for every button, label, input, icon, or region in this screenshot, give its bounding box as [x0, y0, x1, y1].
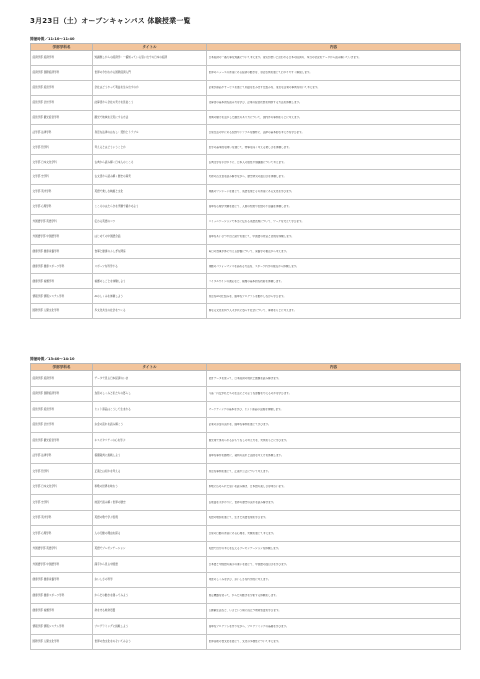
title-cell: 英語でプレゼンテーション [93, 541, 207, 557]
dept-cell: 経営学部 観光経営学科 [31, 433, 93, 449]
content-text: 運動のパフォーマンスを高める方法を、スポーツ科学の視点から体験します。 [208, 264, 299, 268]
title-cell: 古文書から読み解く歴史の真実 [93, 170, 207, 185]
content-cell [207, 244, 461, 259]
dept-cell: 外国語学部 英語学科 [31, 541, 93, 557]
table-row [31, 464, 461, 480]
table-row [31, 433, 461, 449]
content-text: 簡単なプログラムを作りながら、プログラミングの基礎を学びます。 [208, 624, 289, 628]
table-row [31, 289, 461, 304]
title-cell: 漢字から見る中国語 [93, 557, 207, 573]
title-cell: 英語の歌で学ぶ表現 [93, 510, 207, 526]
table-row [31, 199, 461, 214]
table-row [31, 572, 461, 588]
header-content: 内容 [207, 44, 461, 51]
table-row [31, 634, 461, 650]
dept-cell: 経営学部 経営学科 [31, 402, 93, 418]
dept-cell: 文学部 日本文化学科 [31, 155, 93, 170]
title-cell: プログラミングに挑戦しよう [93, 619, 207, 635]
table-row [31, 110, 461, 125]
dept-cell: 経営学部 経営学科 [31, 80, 93, 95]
table-row [31, 170, 461, 185]
dept-cell: 健康学部 健康栄養学科 [31, 244, 93, 259]
title-cell: 模擬裁判に挑戦しよう [93, 448, 207, 464]
table-row [31, 259, 461, 274]
content-text: 身近な事例を通じて、正義や公正について考えます。 [208, 469, 271, 473]
content-cell [207, 289, 461, 304]
content-cell [207, 229, 461, 244]
dept-cell: 文学部 哲学科 [31, 140, 93, 155]
dept-cell: 国際学部 人間文化学科 [31, 634, 93, 650]
content-text: バイタルサインの測定など、看護の基本的な技術を体験します。 [208, 279, 284, 283]
content-cell [207, 110, 461, 125]
title-cell: 命を守る救命処置 [93, 603, 207, 619]
dept-cell: 経営学部 会計学科 [31, 417, 93, 433]
table-row [31, 603, 461, 619]
content-text: 古典文学を手がかりに、日本人の感性や価値観について考えます。 [208, 160, 287, 164]
content-text: 企業が商品やサービスを通じて利益を生み出す仕組みを、身近な企業の事例を用いて考えます。 [208, 86, 320, 90]
title-cell: 古典から読み解く日本人のこころ [93, 155, 207, 170]
dept-cell: 外国語学部 中国語学科 [31, 557, 93, 573]
content-cell [207, 386, 461, 402]
dept-cell: 情報学部 情報システム学科 [31, 289, 93, 304]
content-cell [207, 495, 461, 511]
content-cell [207, 65, 461, 80]
table-row [31, 386, 461, 402]
title-cell: 世界の食文化をのぞいてみよう [93, 634, 207, 650]
content-text: 地域の魅力を活かした観光のあり方について、国内外の事例をもとに考えます。 [208, 115, 302, 119]
header-dept: 学部学科名 [31, 364, 93, 371]
session-label: 開催時間／13:40〜14:10 [30, 357, 75, 361]
title-cell: 世界の今がわかる国際経済入門 [93, 65, 207, 80]
title-cell: ヒット商品はこうして生まれる [93, 402, 207, 418]
content-cell [207, 304, 461, 319]
dept-cell: 文学部 史学科 [31, 170, 93, 185]
table-row [31, 588, 461, 604]
content-cell [207, 274, 461, 289]
table-row [31, 619, 461, 635]
title-cell: 看護のしごとを体験しよう [93, 274, 207, 289]
table-row [31, 214, 461, 229]
dept-cell: 外国語学部 中国語学科 [31, 229, 93, 244]
table-row [31, 244, 461, 259]
table-row [31, 185, 461, 200]
dept-cell: 経済学部 経済学科 [31, 371, 93, 387]
table-row [31, 65, 461, 80]
content-cell [207, 541, 461, 557]
content-cell [207, 526, 461, 542]
title-cell: 観光で地域を元気にする方法 [93, 110, 207, 125]
content-text: 観光業で求められるおもてなしの考え方を、実例をもとに学びます。 [208, 438, 289, 442]
content-text: 世界のニュースの背景にある経済の動きを、身近な例を通じてわかりやすく解説します。 [208, 71, 312, 75]
table-row [31, 510, 461, 526]
content-cell [207, 125, 461, 140]
table-row [31, 479, 461, 495]
dept-cell: 健康学部 健康栄養学科 [31, 572, 93, 588]
dept-cell: 法学部 法律学科 [31, 448, 93, 464]
table-row [31, 125, 461, 140]
title-cell: はじめての中国語会話 [93, 229, 207, 244]
content-cell [207, 199, 461, 214]
content-text: 心肺蘇生法など、いざという時に役立つ救命処置を学びます。 [208, 609, 281, 613]
content-cell [207, 634, 461, 650]
content-text: 決算書の基本的な読み方を学び、企業の経営状態を判断する方法を体験します。 [208, 100, 302, 104]
session-section-1 [30, 37, 460, 319]
content-cell [207, 588, 461, 604]
content-text: 統計データを使って、日本経済の現状と課題を読み解きます。 [208, 376, 281, 380]
content-text: 古地図を手がかりに、世界の歴史の流れを読み解きます。 [208, 500, 276, 504]
title-cell: 食事と健康のふしぎな関係 [93, 244, 207, 259]
title-cell: 正義とは何かを考える [93, 464, 207, 480]
title-cell: 地図で読み解く世界の歴史 [93, 495, 207, 511]
table-row [31, 448, 461, 464]
content-cell [207, 510, 461, 526]
title-cell: 英語で楽しむ映画と文化 [93, 185, 207, 200]
content-text: 映画のワンシーンを通じて、英語表現とその背景にある文化を学びます。 [208, 190, 294, 194]
title-cell: 決算書から会社の実力を見抜こう [93, 95, 207, 110]
table-row [31, 274, 461, 289]
content-text: 企業のお金の流れを、簡単な事例を通じて学びます。 [208, 423, 271, 427]
dept-cell: 文学部 英米学科 [31, 185, 93, 200]
content-text: 英語の歌詞を通じて、生きた英語表現を学びます。 [208, 516, 268, 520]
content-cell [207, 140, 461, 155]
content-text: 異なる文化を持つ人々が共に暮らす社会について、事例をもとに考えます。 [208, 309, 297, 313]
content-cell [207, 448, 461, 464]
content-text: 日常生活の中にある契約やトラブルを題材に、法律の基本的な考え方を学びます。 [208, 130, 305, 134]
dept-cell: 文学部 心理学科 [31, 526, 93, 542]
title-cell: 身近な法律のはなし：契約とトラブル [93, 125, 207, 140]
dept-cell: 法学部 法律学科 [31, 125, 93, 140]
dept-cell: 外国語学部 英語学科 [31, 214, 93, 229]
table-row [31, 51, 461, 66]
dept-cell: 国際学部 人間文化学科 [31, 304, 93, 319]
content-cell [207, 557, 461, 573]
dept-cell: 文学部 心理学科 [31, 199, 93, 214]
title-cell: 多文化共生の社会をつくる [93, 304, 207, 319]
content-text: 英語で自分の考えを伝えるプレゼンテーションを体験します。 [208, 547, 281, 551]
title-cell: からだの動きを測ってみよう [93, 588, 207, 604]
table-row [31, 95, 461, 110]
content-cell [207, 214, 461, 229]
dept-cell: 経済学部 国際経済学科 [31, 65, 93, 80]
content-cell [207, 80, 461, 95]
content-cell [207, 619, 461, 635]
content-text: 簡単な心理学実験を通じて、人間の知覚や記憶の不思議を体験します。 [208, 205, 292, 209]
title-cell: スポーツを科学する [93, 259, 207, 274]
table-row [31, 417, 461, 433]
content-cell [207, 170, 461, 185]
content-cell [207, 259, 461, 274]
content-cell [207, 185, 461, 200]
content-cell [207, 155, 461, 170]
title-cell: 知識無しからの経済学：一番知っている思い出での日本の経済 [93, 51, 207, 66]
content-cell [207, 433, 461, 449]
content-cell [207, 417, 461, 433]
session-table-body [31, 51, 461, 319]
title-cell: お金の流れを読み解こう [93, 417, 207, 433]
table-row [31, 402, 461, 418]
table-row [31, 541, 461, 557]
dept-cell: 経済学部 経済学科 [31, 51, 93, 66]
content-text: 日本経済の一番大事な知識について考えます。景気が悪いと言われる日本の経済の、本当の状況をデータから読み解いていきます。 [208, 56, 361, 60]
title-cell: 伝わる英語のコツ [93, 214, 207, 229]
content-text: 哲学の基本的な問いを通じて、物事を深く考える楽しさを体験します。 [208, 145, 292, 149]
table-row [31, 557, 461, 573]
session-table [30, 363, 461, 650]
dept-cell: 健康学部 健康スポーツ学科 [31, 259, 93, 274]
title-cell: おいしさの科学 [93, 572, 207, 588]
content-text: 身近なAIの仕組みを、簡単なプログラムを動かしながら学びます。 [208, 294, 287, 298]
content-cell [207, 603, 461, 619]
table-row [31, 140, 461, 155]
title-cell: 人の行動の理由を探る [93, 526, 207, 542]
table-row [31, 80, 461, 95]
session-table [30, 43, 461, 319]
content-cell [207, 479, 461, 495]
content-text: 和歌に込められた思いを読み解き、日本語の美しさを味わいます。 [208, 485, 287, 489]
title-cell: 和歌の世界を味わう [93, 479, 207, 495]
content-text: 測定機器を使って、からだの動きを分析する体験をします。 [208, 593, 279, 597]
header-title: タイトル [93, 44, 207, 51]
content-cell [207, 402, 461, 418]
table-row [31, 495, 461, 511]
content-cell [207, 51, 461, 66]
content-text: 味覚のしくみを学び、おいしさを科学的に考えます。 [208, 578, 271, 582]
dept-cell: 文学部 英米学科 [31, 510, 93, 526]
header-dept: 学部学科名 [31, 44, 93, 51]
content-text: 実際の古文書を読み解きながら、歴史研究の面白さを体験します。 [208, 175, 287, 179]
dept-cell: 文学部 日本文化学科 [31, 479, 93, 495]
content-cell [207, 572, 461, 588]
session-section-2 [30, 357, 460, 650]
content-text: 世界各地の食文化を通じて、文化の多様性について考えます。 [208, 640, 281, 644]
title-cell: 為替のしくみと私たちの暮らし [93, 386, 207, 402]
dept-cell: 文学部 哲学科 [31, 464, 93, 480]
table-row [31, 304, 461, 319]
content-text: 日本語と中国語の漢字の違いを通じて、中国語の面白さを学びます。 [208, 562, 289, 566]
session-table-body [31, 371, 461, 650]
content-text: 日常の行動の背景にある心理を、実験を通じて考えます。 [208, 531, 276, 535]
dept-cell: 経営学部 観光経営学科 [31, 110, 93, 125]
content-text: 円高・円安が私たちの生活にどのような影響を与えるのかを学びます。 [208, 392, 292, 396]
header-content: 内容 [207, 364, 461, 371]
title-cell: AIのしくみを体験しよう [93, 289, 207, 304]
table-row [31, 371, 461, 387]
content-text: コミュニケーションで本当に伝わる英語表現について、ワークを交えて学びます。 [208, 220, 305, 224]
content-text: 簡単な事件を題材に、裁判の流れと法的な考え方を体験します。 [208, 454, 284, 458]
dept-cell: 文学部 史学科 [31, 495, 93, 511]
table-row [31, 155, 461, 170]
session-label: 開催時間／11:10〜11:40 [30, 37, 75, 41]
dept-cell: 健康学部 看護学科 [31, 603, 93, 619]
dept-cell: 経済学部 国際経済学科 [31, 386, 93, 402]
dept-cell: 情報学部 情報システム学科 [31, 619, 93, 635]
content-text: 簡単なあいさつや自己紹介を通じて、中国語の発音と表現を体験します。 [208, 234, 294, 238]
header-title: タイトル [93, 364, 207, 371]
content-text: マーケティングの基本を学び、ヒット商品の企画を体験します。 [208, 407, 284, 411]
table-row [31, 229, 461, 244]
content-cell [207, 371, 461, 387]
title-cell: ホスピタリティの心を学ぶ [93, 433, 207, 449]
page-title: 3月23日（土）オープンキャンパス 体験授業一覧 [30, 17, 191, 25]
dept-cell: 健康学部 看護学科 [31, 274, 93, 289]
title-cell: こころのはたらきを実験で確かめよう [93, 199, 207, 214]
content-text: 毎日の食事が体に与える影響について、栄養学の視点から考えます。 [208, 249, 289, 253]
table-row [31, 526, 461, 542]
content-cell [207, 464, 461, 480]
dept-cell: 健康学部 健康スポーツ学科 [31, 588, 93, 604]
dept-cell: 経営学部 会計学科 [31, 95, 93, 110]
title-cell: 考えるとはどういうことか [93, 140, 207, 155]
content-cell [207, 95, 461, 110]
title-cell: 会社はどうやって利益を生み出すのか [93, 80, 207, 95]
title-cell: データで見る日本経済のいま [93, 371, 207, 387]
